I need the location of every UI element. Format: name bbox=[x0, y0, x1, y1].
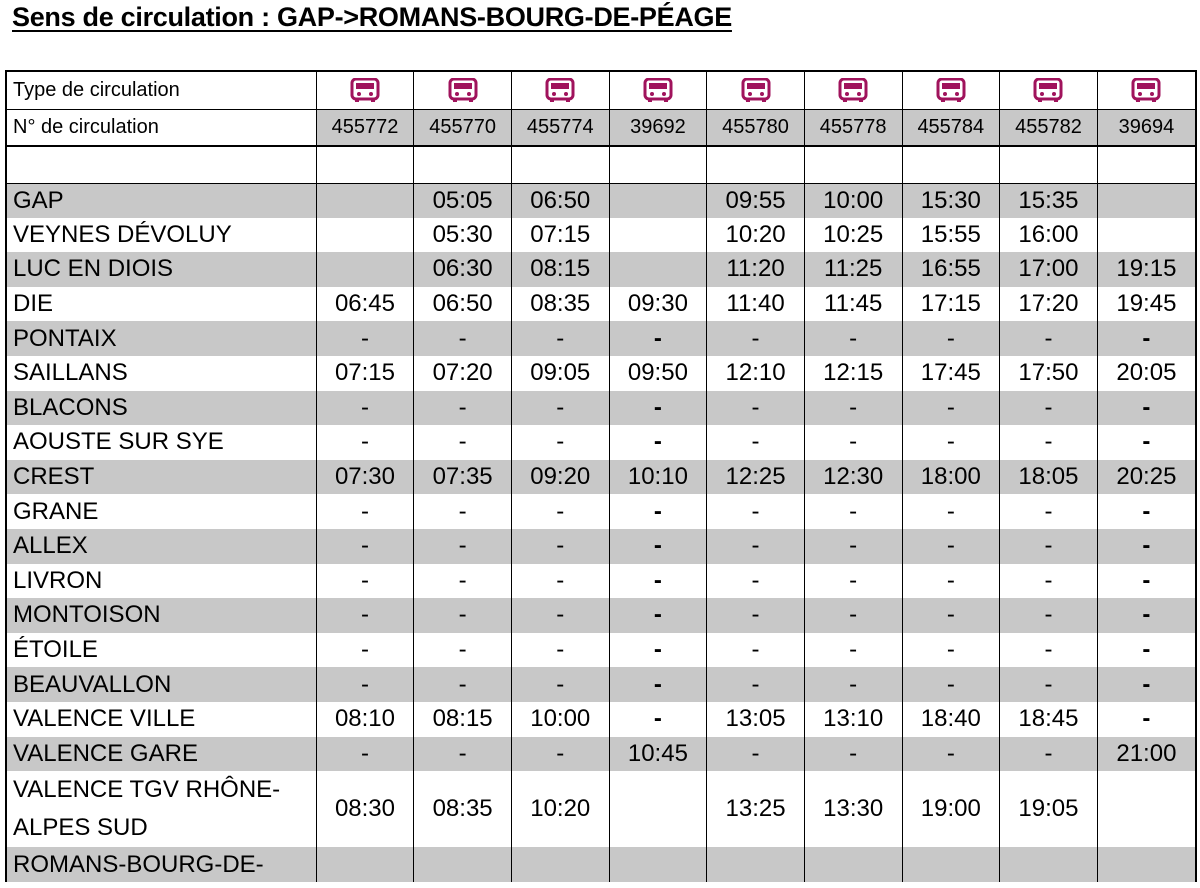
no-stop-dash: - bbox=[414, 529, 512, 564]
spacer-cell bbox=[316, 146, 414, 183]
no-stop-dash: - bbox=[902, 598, 1000, 633]
departure-time: 07:35 bbox=[414, 460, 512, 495]
no-stop-dash: - bbox=[609, 529, 707, 564]
no-stop-dash: - bbox=[804, 598, 902, 633]
departure-time bbox=[1097, 771, 1195, 847]
spacer-cell bbox=[7, 146, 316, 183]
departure-time: 10:45 bbox=[609, 737, 707, 772]
table-row bbox=[7, 847, 1195, 882]
spacer-cell bbox=[1097, 146, 1195, 183]
no-stop-dash: - bbox=[316, 598, 414, 633]
no-stop-dash: - bbox=[707, 598, 805, 633]
no-stop-dash: - bbox=[414, 598, 512, 633]
departure-time: 08:30 bbox=[316, 771, 414, 847]
table-row bbox=[7, 564, 1195, 599]
stop-name: VALENCE GARE bbox=[7, 737, 316, 772]
departure-time: 09:20 bbox=[511, 460, 609, 495]
stop-name: BEAUVALLON bbox=[7, 667, 316, 702]
no-stop-dash: - bbox=[804, 737, 902, 772]
departure-time: 07:20 bbox=[414, 356, 512, 391]
bus-icon-cell bbox=[707, 72, 805, 109]
no-stop-dash: - bbox=[707, 321, 805, 356]
bus-icon bbox=[1131, 79, 1161, 101]
no-stop-dash: - bbox=[1097, 702, 1195, 737]
no-stop-dash: - bbox=[316, 494, 414, 529]
table-row bbox=[7, 321, 1195, 356]
no-stop-dash: - bbox=[609, 667, 707, 702]
table-row bbox=[7, 356, 1195, 391]
departure-time bbox=[1097, 847, 1195, 882]
departure-time: 11:25 bbox=[804, 252, 902, 287]
stop-name: ALLEX bbox=[7, 529, 316, 564]
departure-time: 10:10 bbox=[609, 460, 707, 495]
bus-icon-cell bbox=[1097, 72, 1195, 109]
departure-time: 11:40 bbox=[707, 287, 805, 322]
departure-time: 05:05 bbox=[414, 183, 512, 218]
departure-time: 10:00 bbox=[804, 183, 902, 218]
departure-time: 18:05 bbox=[1000, 460, 1098, 495]
circulation-number: 39694 bbox=[1097, 109, 1195, 146]
departure-time: 08:15 bbox=[414, 702, 512, 737]
stop-name: VALENCE TGV RHÔNE-ALPES SUD bbox=[13, 776, 281, 842]
departure-time bbox=[804, 847, 902, 882]
departure-time bbox=[902, 847, 1000, 882]
departure-time: 17:15 bbox=[902, 287, 1000, 322]
departure-time: 17:00 bbox=[1000, 252, 1098, 287]
timetable bbox=[5, 70, 1197, 882]
spacer-cell bbox=[1000, 146, 1098, 183]
no-stop-dash: - bbox=[316, 633, 414, 668]
departure-time: 05:30 bbox=[414, 218, 512, 253]
no-stop-dash: - bbox=[1097, 598, 1195, 633]
no-stop-dash: - bbox=[316, 321, 414, 356]
departure-time: 12:30 bbox=[804, 460, 902, 495]
bus-icon-cell bbox=[902, 72, 1000, 109]
no-stop-dash: - bbox=[1097, 494, 1195, 529]
departure-time: 07:15 bbox=[511, 218, 609, 253]
departure-time bbox=[609, 771, 707, 847]
departure-time bbox=[316, 847, 414, 882]
table-row bbox=[7, 252, 1195, 287]
stop-name: LUC EN DIOIS bbox=[7, 252, 316, 287]
no-stop-dash: - bbox=[414, 564, 512, 599]
departure-time: 13:25 bbox=[707, 771, 805, 847]
no-stop-dash: - bbox=[1000, 391, 1098, 426]
departure-time: 09:50 bbox=[609, 356, 707, 391]
bus-icon bbox=[545, 79, 575, 101]
departure-time bbox=[1000, 847, 1098, 882]
circulation-number: 455770 bbox=[414, 109, 512, 146]
table-row bbox=[7, 771, 1195, 847]
departure-time: 06:50 bbox=[414, 287, 512, 322]
departure-time: 08:35 bbox=[414, 771, 512, 847]
no-stop-dash: - bbox=[511, 564, 609, 599]
stop-name: CREST bbox=[7, 460, 316, 495]
bus-icon bbox=[838, 79, 868, 101]
spacer-cell bbox=[804, 146, 902, 183]
no-stop-dash: - bbox=[804, 529, 902, 564]
departure-time: 17:50 bbox=[1000, 356, 1098, 391]
no-stop-dash: - bbox=[1097, 667, 1195, 702]
stop-name: AOUSTE SUR SYE bbox=[13, 428, 224, 456]
departure-time bbox=[707, 847, 805, 882]
no-stop-dash: - bbox=[609, 564, 707, 599]
no-stop-dash: - bbox=[902, 425, 1000, 460]
no-stop-dash: - bbox=[609, 391, 707, 426]
no-stop-dash: - bbox=[707, 494, 805, 529]
no-stop-dash: - bbox=[609, 425, 707, 460]
departure-time bbox=[414, 847, 512, 882]
stop-name: VALENCE VILLE bbox=[13, 705, 196, 733]
bus-icon bbox=[643, 79, 673, 101]
bus-icon-cell bbox=[511, 72, 609, 109]
no-stop-dash: - bbox=[1097, 425, 1195, 460]
bus-icon bbox=[741, 79, 771, 101]
no-stop-dash: - bbox=[511, 737, 609, 772]
stop-name: VEYNES DÉVOLUY bbox=[13, 220, 232, 248]
stop-name: ÉTOILE bbox=[13, 636, 98, 664]
departure-time: 13:10 bbox=[804, 702, 902, 737]
table-row bbox=[7, 494, 1195, 529]
table-row bbox=[7, 667, 1195, 702]
bus-icon bbox=[448, 79, 478, 101]
bus-icon-cell bbox=[316, 72, 414, 109]
table-row bbox=[7, 391, 1195, 426]
departure-time: 11:20 bbox=[707, 252, 805, 287]
no-stop-dash: - bbox=[414, 667, 512, 702]
no-stop-dash: - bbox=[316, 737, 414, 772]
no-stop-dash: - bbox=[707, 425, 805, 460]
departure-time bbox=[609, 183, 707, 218]
departure-time: 09:30 bbox=[609, 287, 707, 322]
no-stop-dash: - bbox=[414, 633, 512, 668]
departure-time: 09:05 bbox=[511, 356, 609, 391]
departure-time: 07:15 bbox=[316, 356, 414, 391]
no-stop-dash: - bbox=[511, 529, 609, 564]
stop-name: BLACONS bbox=[7, 391, 316, 426]
no-stop-dash: - bbox=[1000, 633, 1098, 668]
departure-time: 17:20 bbox=[1000, 287, 1098, 322]
no-stop-dash: - bbox=[902, 633, 1000, 668]
no-stop-dash: - bbox=[414, 321, 512, 356]
no-stop-dash: - bbox=[707, 564, 805, 599]
bus-icon-cell bbox=[804, 72, 902, 109]
header-type-row bbox=[7, 72, 1195, 109]
stop-name: GAP bbox=[7, 183, 316, 218]
departure-time: 10:20 bbox=[707, 218, 805, 253]
no-stop-dash: - bbox=[902, 529, 1000, 564]
number-label: N° de circulation bbox=[7, 109, 316, 146]
departure-time: 19:45 bbox=[1097, 287, 1195, 322]
no-stop-dash: - bbox=[1097, 633, 1195, 668]
table-row bbox=[7, 633, 1195, 668]
bus-icon bbox=[1033, 79, 1063, 101]
table-row bbox=[7, 218, 1195, 253]
departure-time bbox=[609, 847, 707, 882]
no-stop-dash: - bbox=[316, 391, 414, 426]
no-stop-dash: - bbox=[1000, 494, 1098, 529]
departure-time: 08:15 bbox=[511, 252, 609, 287]
no-stop-dash: - bbox=[1097, 391, 1195, 426]
departure-time: 16:55 bbox=[902, 252, 1000, 287]
departure-time: 19:00 bbox=[902, 771, 1000, 847]
no-stop-dash: - bbox=[609, 321, 707, 356]
no-stop-dash: - bbox=[609, 494, 707, 529]
no-stop-dash: - bbox=[511, 667, 609, 702]
departure-time: 15:35 bbox=[1000, 183, 1098, 218]
stop-name: SAILLANS bbox=[13, 359, 128, 387]
departure-time: 18:40 bbox=[902, 702, 1000, 737]
stop-name: LIVRON bbox=[13, 566, 103, 594]
departure-time: 07:30 bbox=[316, 460, 414, 495]
no-stop-dash: - bbox=[804, 564, 902, 599]
no-stop-dash: - bbox=[1000, 667, 1098, 702]
no-stop-dash: - bbox=[1097, 321, 1195, 356]
no-stop-dash: - bbox=[902, 321, 1000, 356]
no-stop-dash: - bbox=[902, 391, 1000, 426]
circulation-number: 455784 bbox=[902, 109, 1000, 146]
header-number-row bbox=[7, 109, 1195, 146]
no-stop-dash: - bbox=[511, 633, 609, 668]
no-stop-dash: - bbox=[1000, 564, 1098, 599]
no-stop-dash: - bbox=[511, 425, 609, 460]
table-row bbox=[7, 287, 1195, 322]
no-stop-dash: - bbox=[902, 737, 1000, 772]
table-row bbox=[7, 737, 1195, 772]
no-stop-dash: - bbox=[316, 564, 414, 599]
page-title: Sens de circulation : GAP->ROMANS-BOURG-DE-PÉAGE bbox=[12, 2, 732, 32]
no-stop-dash: - bbox=[804, 667, 902, 702]
departure-time: 08:35 bbox=[511, 287, 609, 322]
circulation-number: 455772 bbox=[316, 109, 414, 146]
circulation-number: 455780 bbox=[707, 109, 805, 146]
table-row bbox=[7, 529, 1195, 564]
departure-time: 13:30 bbox=[804, 771, 902, 847]
circulation-number: 455778 bbox=[804, 109, 902, 146]
departure-time: 12:25 bbox=[707, 460, 805, 495]
departure-time: 12:10 bbox=[707, 356, 805, 391]
departure-time bbox=[1097, 183, 1195, 218]
no-stop-dash: - bbox=[707, 529, 805, 564]
no-stop-dash: - bbox=[609, 702, 707, 737]
no-stop-dash: - bbox=[1097, 529, 1195, 564]
departure-time: 08:10 bbox=[316, 702, 414, 737]
departure-time: 15:55 bbox=[902, 218, 1000, 253]
bus-icon bbox=[350, 79, 380, 101]
no-stop-dash: - bbox=[707, 667, 805, 702]
no-stop-dash: - bbox=[1000, 737, 1098, 772]
no-stop-dash: - bbox=[316, 529, 414, 564]
no-stop-dash: - bbox=[414, 391, 512, 426]
no-stop-dash: - bbox=[1000, 425, 1098, 460]
departure-time bbox=[1097, 218, 1195, 253]
departure-time: 09:55 bbox=[707, 183, 805, 218]
no-stop-dash: - bbox=[609, 633, 707, 668]
no-stop-dash: - bbox=[804, 391, 902, 426]
departure-time bbox=[609, 218, 707, 253]
departure-time bbox=[316, 252, 414, 287]
no-stop-dash: - bbox=[1097, 564, 1195, 599]
no-stop-dash: - bbox=[804, 425, 902, 460]
departure-time: 18:00 bbox=[902, 460, 1000, 495]
spacer-cell bbox=[609, 146, 707, 183]
bus-icon-cell bbox=[609, 72, 707, 109]
departure-time: 10:25 bbox=[804, 218, 902, 253]
table-row bbox=[7, 425, 1195, 460]
bus-icon-cell bbox=[1000, 72, 1098, 109]
table-row bbox=[7, 460, 1195, 495]
no-stop-dash: - bbox=[1000, 321, 1098, 356]
departure-time bbox=[316, 218, 414, 253]
no-stop-dash: - bbox=[707, 737, 805, 772]
stop-name: GRANE bbox=[13, 497, 99, 525]
departure-time bbox=[511, 847, 609, 882]
no-stop-dash: - bbox=[511, 598, 609, 633]
table-row bbox=[7, 598, 1195, 633]
departure-time: 06:45 bbox=[316, 287, 414, 322]
table-row bbox=[7, 702, 1195, 737]
no-stop-dash: - bbox=[1000, 529, 1098, 564]
no-stop-dash: - bbox=[414, 425, 512, 460]
no-stop-dash: - bbox=[707, 391, 805, 426]
spacer-cell bbox=[511, 146, 609, 183]
departure-time: 06:50 bbox=[511, 183, 609, 218]
stop-name: DIE bbox=[13, 290, 54, 318]
departure-time: 10:20 bbox=[511, 771, 609, 847]
departure-time: 17:45 bbox=[902, 356, 1000, 391]
no-stop-dash: - bbox=[609, 598, 707, 633]
no-stop-dash: - bbox=[902, 494, 1000, 529]
circulation-number: 39692 bbox=[609, 109, 707, 146]
no-stop-dash: - bbox=[707, 633, 805, 668]
stop-name: ROMANS-BOURG-DE- bbox=[7, 847, 316, 882]
departure-time: 16:00 bbox=[1000, 218, 1098, 253]
spacer-cell bbox=[414, 146, 512, 183]
stop-name: MONTOISON bbox=[7, 598, 316, 633]
no-stop-dash: - bbox=[902, 667, 1000, 702]
departure-time: 21:00 bbox=[1097, 737, 1195, 772]
no-stop-dash: - bbox=[804, 633, 902, 668]
no-stop-dash: - bbox=[511, 321, 609, 356]
stop-name: PONTAIX bbox=[7, 321, 316, 356]
no-stop-dash: - bbox=[316, 667, 414, 702]
table-row bbox=[7, 183, 1195, 218]
no-stop-dash: - bbox=[414, 737, 512, 772]
circulation-number: 455782 bbox=[1000, 109, 1098, 146]
no-stop-dash: - bbox=[511, 494, 609, 529]
bus-icon-cell bbox=[414, 72, 512, 109]
spacer-row bbox=[7, 146, 1195, 183]
no-stop-dash: - bbox=[804, 494, 902, 529]
no-stop-dash: - bbox=[1000, 598, 1098, 633]
departure-time: 11:45 bbox=[804, 287, 902, 322]
departure-time: 20:25 bbox=[1097, 460, 1195, 495]
no-stop-dash: - bbox=[902, 564, 1000, 599]
no-stop-dash: - bbox=[804, 321, 902, 356]
spacer-cell bbox=[707, 146, 805, 183]
departure-time: 19:15 bbox=[1097, 252, 1195, 287]
departure-time: 12:15 bbox=[804, 356, 902, 391]
departure-time: 18:45 bbox=[1000, 702, 1098, 737]
departure-time: 06:30 bbox=[414, 252, 512, 287]
departure-time bbox=[609, 252, 707, 287]
type-label: Type de circulation bbox=[7, 72, 316, 109]
no-stop-dash: - bbox=[414, 494, 512, 529]
bus-icon bbox=[936, 79, 966, 101]
circulation-number: 455774 bbox=[511, 109, 609, 146]
no-stop-dash: - bbox=[316, 425, 414, 460]
spacer-cell bbox=[902, 146, 1000, 183]
departure-time: 19:05 bbox=[1000, 771, 1098, 847]
departure-time: 13:05 bbox=[707, 702, 805, 737]
departure-time: 15:30 bbox=[902, 183, 1000, 218]
timetable-grid bbox=[7, 72, 1195, 882]
no-stop-dash: - bbox=[511, 391, 609, 426]
departure-time bbox=[316, 183, 414, 218]
departure-time: 20:05 bbox=[1097, 356, 1195, 391]
departure-time: 10:00 bbox=[511, 702, 609, 737]
